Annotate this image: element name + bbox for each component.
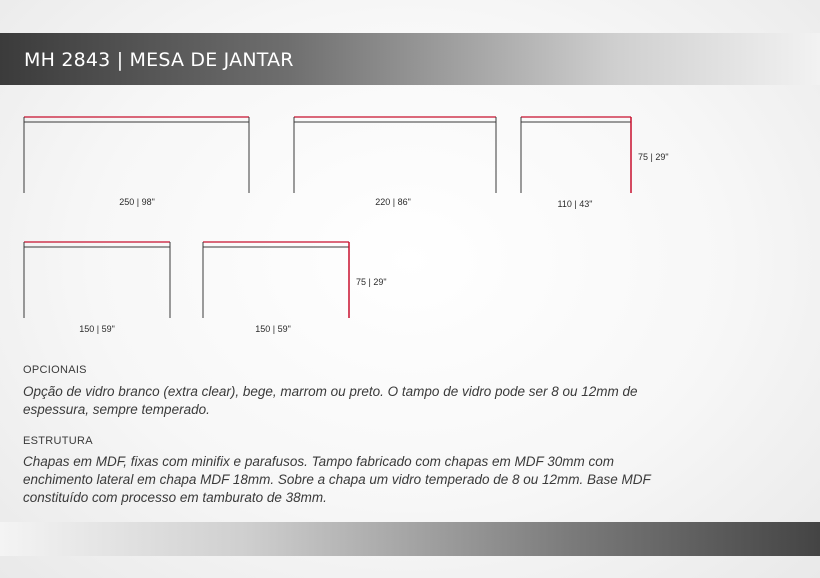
opcionais-text: Opção de vidro branco (extra clear), bege, marrom ou preto. O tampo de vidro pode ser 8 ou 12mm de espessura, sempre temperado. — [23, 384, 638, 417]
table-drawing-220 — [294, 117, 496, 207]
page-title: MH 2843 | MESA DE JANTAR — [24, 49, 294, 71]
width-label: 110 | 43" — [557, 199, 593, 209]
estrutura-heading: ESTRUTURA — [23, 435, 93, 447]
table-drawing-150-a — [24, 242, 170, 334]
estrutura-text: Chapas em MDF, fixas com minifix e parafusos. Tampo fabricado com chapas em MDF 30mm com enchimento lateral em chapa MDF 18mm. Sobre a chapa um vidro temperado de 8 ou 12mm. Base MDF constituído com processo em tamburato de 38mm. — [23, 454, 651, 505]
height-label: 75 | 29" — [356, 277, 387, 287]
footer-bar — [0, 522, 820, 556]
width-label: 150 | 59" — [255, 324, 291, 334]
table-drawing-150-b — [203, 242, 387, 334]
height-label: 75 | 29" — [638, 152, 669, 162]
width-label: 220 | 86" — [375, 197, 411, 207]
table-drawing-110 — [521, 117, 669, 209]
table-drawing-250 — [24, 117, 249, 207]
width-label: 250 | 98" — [119, 197, 155, 207]
opcionais-heading: OPCIONAIS — [23, 364, 87, 376]
width-label: 150 | 59" — [79, 324, 115, 334]
